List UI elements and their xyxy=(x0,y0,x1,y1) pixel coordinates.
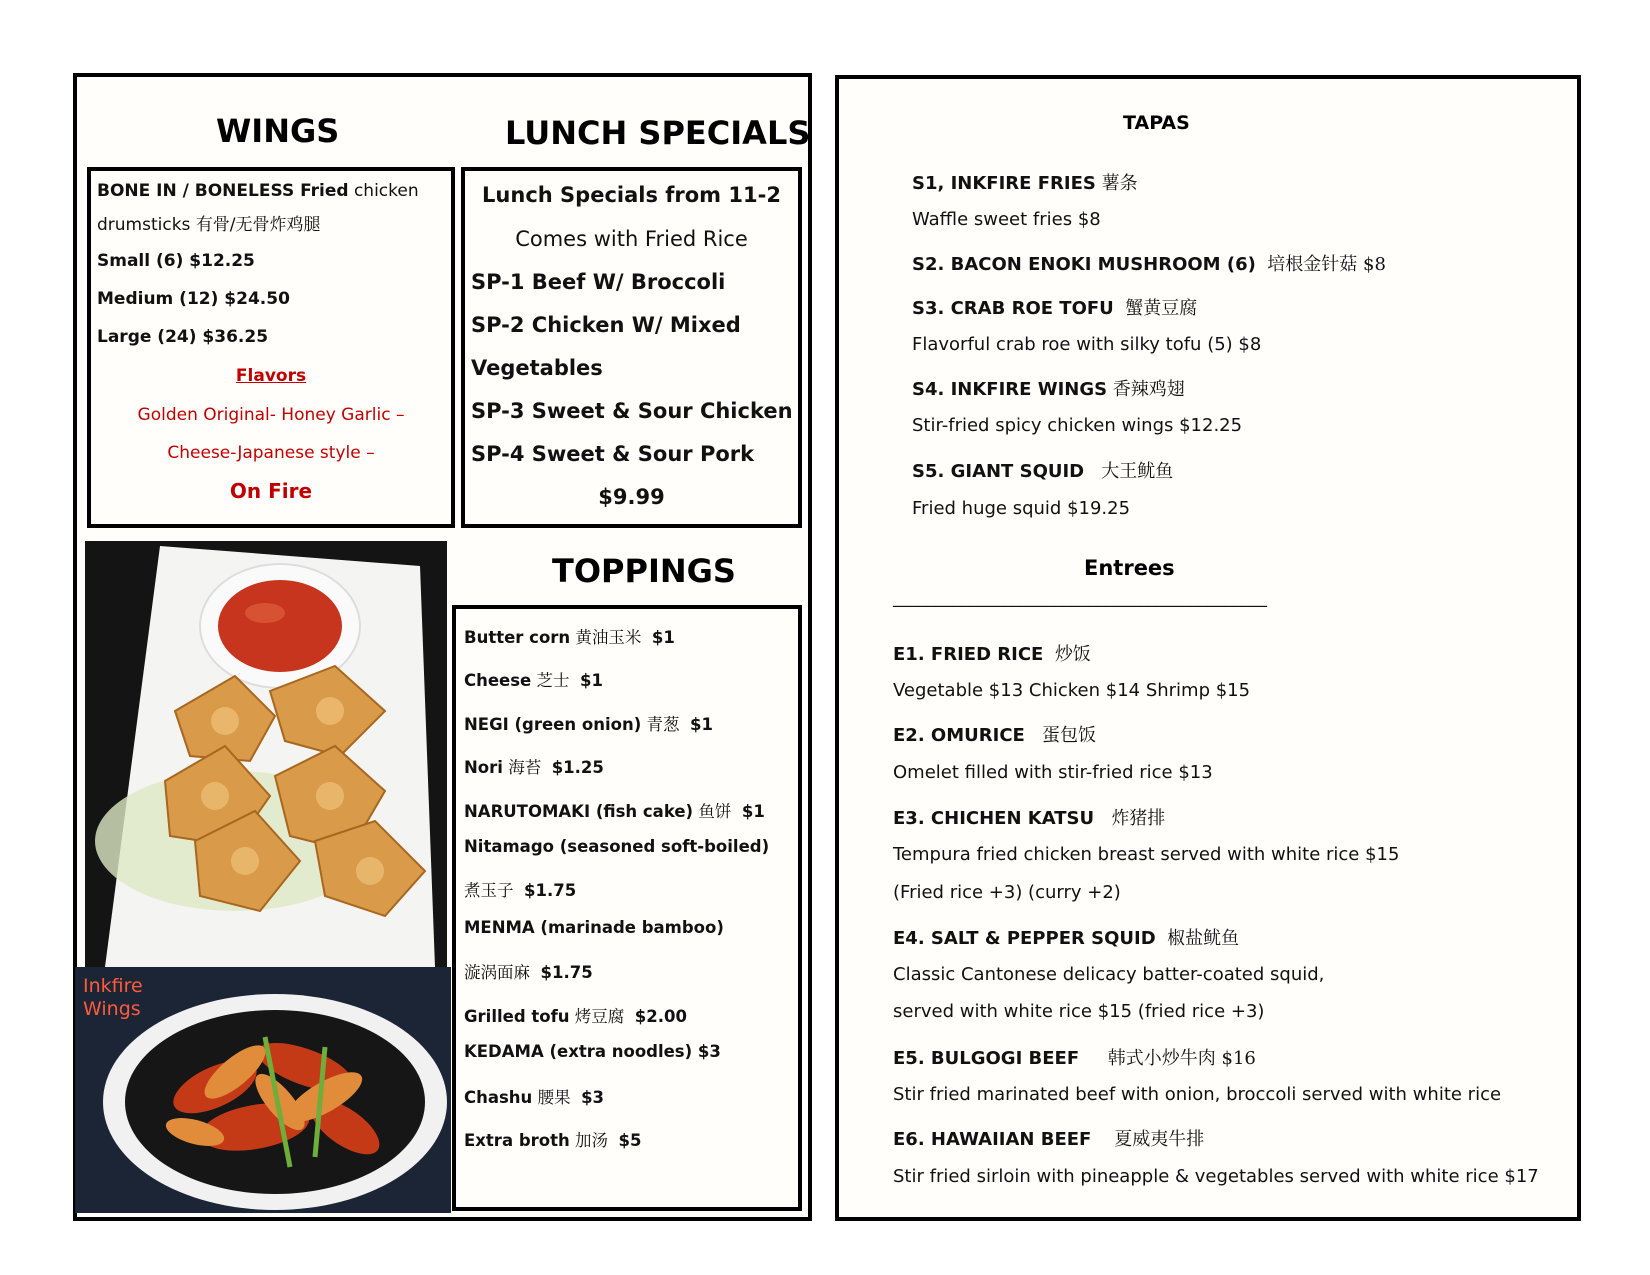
entree-e6-title: E6. HAWAIIAN BEEF 夏威夷牛排 xyxy=(893,1129,1205,1150)
entrees-rule: ____________________________________________ xyxy=(893,588,1267,608)
tapas-s2-title: S2. BACON ENOKI MUSHROOM (6) 培根金针菇 $8 xyxy=(912,254,1386,275)
lunch-item: SP-1 Beef W/ Broccoli xyxy=(471,270,726,294)
topping-item: Grilled tofu 烤豆腐 $2.00 xyxy=(464,1007,687,1026)
fried-wonton-photo xyxy=(85,541,447,967)
lunch-item: SP-3 Sweet & Sour Chicken xyxy=(471,399,793,423)
entree-e2-desc: Omelet filled with stir-fried rice $13 xyxy=(893,762,1213,783)
flavors-line-2: Cheese-Japanese style – xyxy=(167,443,375,463)
toppings-box xyxy=(452,605,802,1211)
topping-item: Extra broth 加汤 $5 xyxy=(464,1131,642,1150)
tapas-s4-title: S4. INKFIRE WINGS 香辣鸡翅 xyxy=(912,379,1185,400)
lunch-item: SP-2 Chicken W/ Mixed xyxy=(471,313,741,337)
entree-e5-desc: Stir fried marinated beef with onion, broccoli served with white rice xyxy=(893,1084,1502,1105)
wings-desc-line2: drumsticks 有骨/无骨炸鸡腿 xyxy=(97,215,321,235)
tapas-heading: TAPAS xyxy=(1123,112,1190,134)
entree-e4-desc2: served with white rice $15 (fried rice +3) xyxy=(893,1001,1265,1022)
lunch-specials-heading: LUNCH SPECIALS xyxy=(505,114,811,152)
wings-small: Small (6) $12.25 xyxy=(97,251,255,271)
topping-item: Cheese 芝士 $1 xyxy=(464,671,603,690)
lunch-item: SP-4 Sweet & Sour Pork xyxy=(471,442,755,466)
flavors-label: Flavors xyxy=(235,366,307,386)
entree-e3-title: E3. CHICHEN KATSU 炸猪排 xyxy=(893,808,1166,829)
wings-medium: Medium (12) $24.50 xyxy=(97,289,290,309)
entree-e2-title: E2. OMURICE 蛋包饭 xyxy=(893,725,1096,746)
entree-e4-title: E4. SALT & PEPPER SQUID 椒盐鱿鱼 xyxy=(893,928,1240,949)
tapas-s3-title: S3. CRAB ROE TOFU 蟹黄豆腐 xyxy=(912,298,1198,319)
wings-box xyxy=(87,167,455,528)
lunch-hours: Lunch Specials from 11-2 xyxy=(482,183,781,207)
wings-photo-caption-2: Wings xyxy=(83,998,141,1020)
topping-item: Nitamago (seasoned soft-boiled) xyxy=(464,837,770,856)
entree-e1-title: E1. FRIED RICE 炒饭 xyxy=(893,644,1091,665)
tapas-s4-desc: Stir-fried spicy chicken wings $12.25 xyxy=(912,415,1243,436)
flavors-line-3: On Fire xyxy=(229,479,313,503)
entree-e6-desc: Stir fried sirloin with pineapple & vegetables served with white rice $17 xyxy=(893,1166,1539,1187)
entree-e1-desc: Vegetable $13 Chicken $14 Shrimp $15 xyxy=(893,680,1251,701)
topping-item: Nori 海苔 $1.25 xyxy=(464,758,604,777)
wings-desc-bold: BONE IN / BONELESS Fried xyxy=(97,181,349,201)
topping-item: NEGI (green onion) 青葱 $1 xyxy=(464,715,713,734)
lunch-price: $9.99 xyxy=(598,485,665,509)
toppings-heading: TOPPINGS xyxy=(552,552,736,590)
lunch-specials-box xyxy=(461,167,802,528)
tapas-s5-desc: Fried huge squid $19.25 xyxy=(912,498,1131,519)
wings-heading: WINGS xyxy=(216,112,340,150)
tapas-s1-title: S1, INKFIRE FRIES 薯条 xyxy=(912,173,1138,194)
tapas-s5-title: S5. GIANT SQUID 大王鱿鱼 xyxy=(912,461,1174,482)
wings-large: Large (24) $36.25 xyxy=(97,327,269,347)
topping-item: Chashu 腰果 $3 xyxy=(464,1088,605,1107)
entree-e3-desc2: (Fried rice +3) (curry +2) xyxy=(893,882,1121,903)
topping-item: NARUTOMAKI (fish cake) 鱼饼 $1 xyxy=(464,802,765,821)
tapas-s1-desc: Waffle sweet fries $8 xyxy=(912,209,1101,230)
topping-item: KEDAMA (extra noodles) $3 xyxy=(464,1042,721,1061)
wonton-illustration xyxy=(85,541,447,967)
wings-photo-caption-1: Inkfire xyxy=(83,975,143,997)
tapas-s3-desc: Flavorful crab roe with silky tofu (5) $8 xyxy=(912,334,1262,355)
flavors-line-1: Golden Original- Honey Garlic – xyxy=(137,405,405,425)
topping-item: 漩涡面麻 $1.75 xyxy=(464,963,593,982)
entree-e3-desc: Tempura fried chicken breast served with white rice $15 xyxy=(893,844,1400,865)
entree-e5-title: E5. BULGOGI BEEF 韩式小炒牛肉 $16 xyxy=(893,1048,1256,1069)
topping-item: MENMA (marinade bamboo) xyxy=(464,918,724,937)
topping-item: Butter corn 黄油玉米 $1 xyxy=(464,628,675,647)
lunch-item: Vegetables xyxy=(471,356,603,380)
lunch-includes: Comes with Fried Rice xyxy=(515,227,748,251)
wings-desc-rest: chicken xyxy=(348,181,419,201)
inkfire-wings-photo xyxy=(75,967,451,1213)
entrees-heading: Entrees xyxy=(1084,556,1175,580)
wings-description xyxy=(97,181,419,201)
entree-e4-desc: Classic Cantonese delicacy batter-coated squid, xyxy=(893,964,1325,985)
topping-item: 煮玉子 $1.75 xyxy=(464,881,577,900)
